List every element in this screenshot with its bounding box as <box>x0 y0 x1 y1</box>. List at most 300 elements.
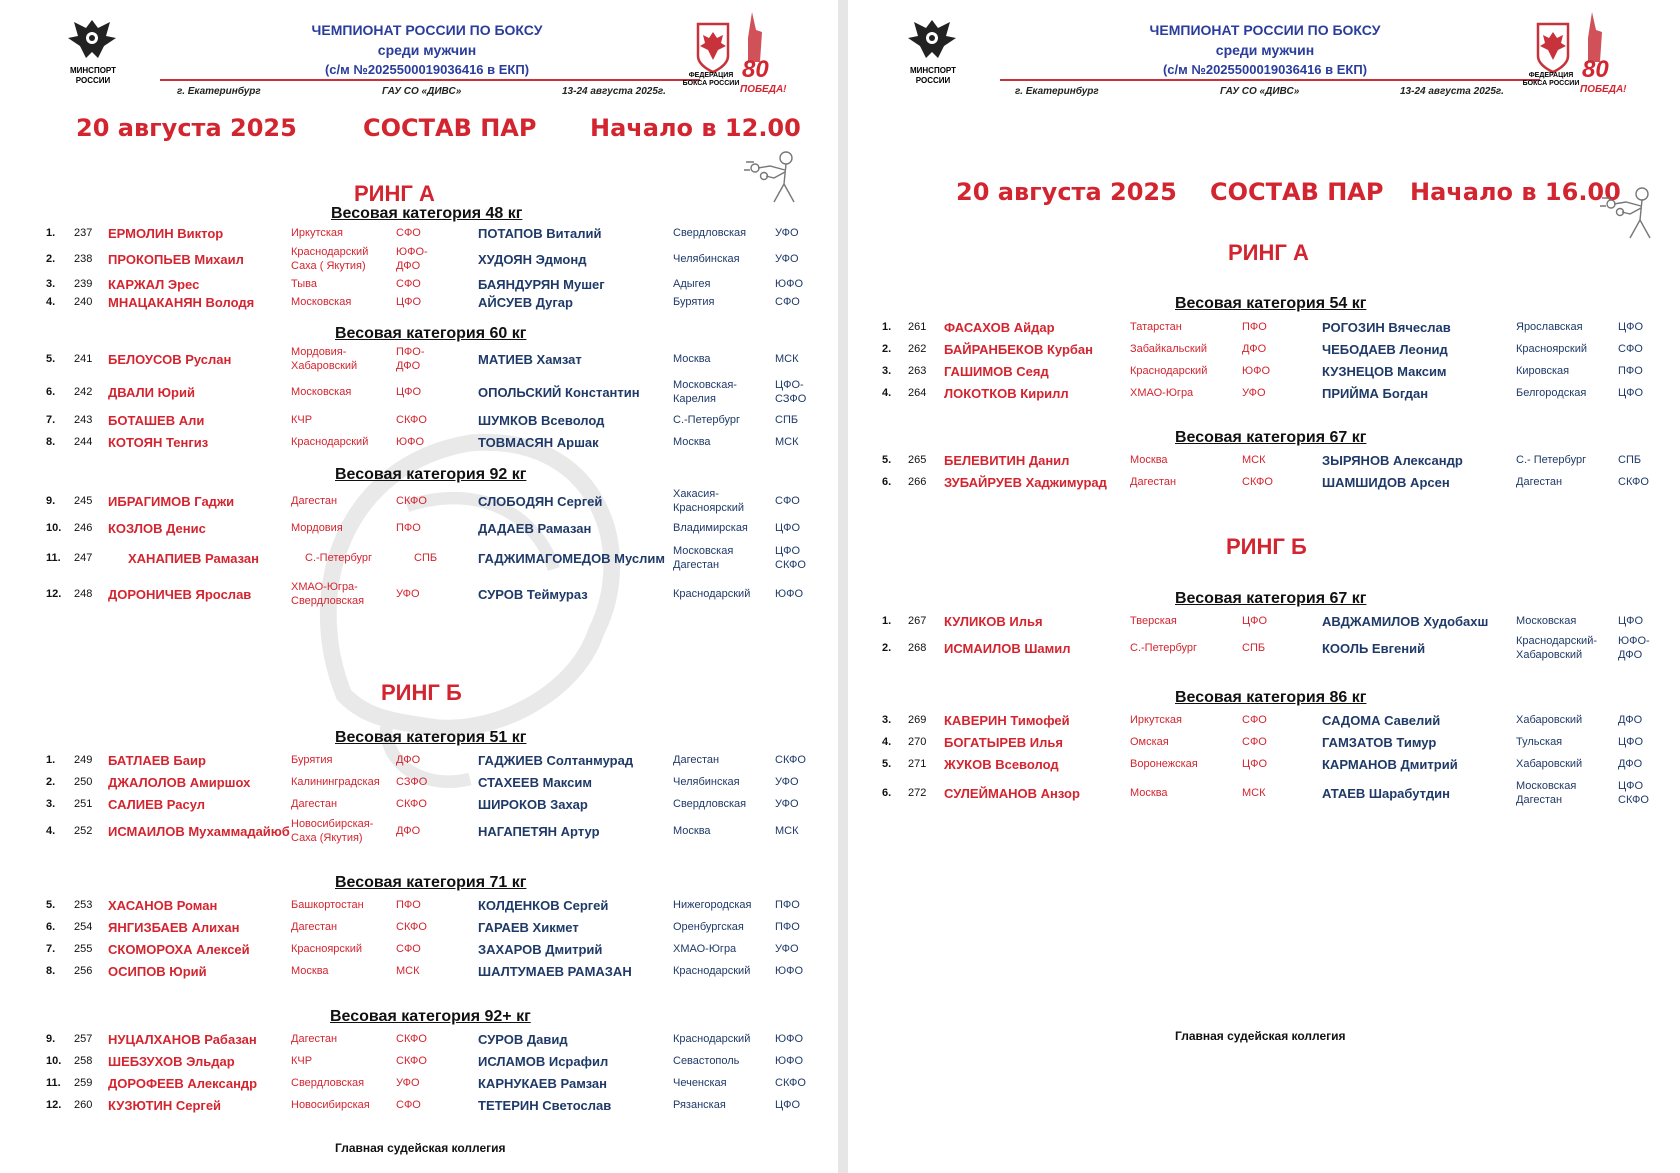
bout-row <box>848 473 1680 495</box>
red-corner-boxer: ДЖАЛОЛОВ Амиршох <box>108 775 251 790</box>
eagle-emblem-icon <box>904 14 960 64</box>
blue-corner-boxer: АЙСУЕВ Дугар <box>478 295 573 310</box>
red-corner-district: СКФО <box>396 1055 427 1067</box>
bout-id: 245 <box>74 495 93 507</box>
blue-corner-boxer: АТАЕВ Шарабутдин <box>1322 786 1450 801</box>
red-corner-boxer: ЕРМОЛИН Виктор <box>108 226 224 241</box>
schedule-sheet-right <box>848 0 1680 1173</box>
bout-row <box>0 818 838 844</box>
bout-row <box>0 519 838 541</box>
blue-corner-boxer: СТАХЕЕВ Максим <box>478 775 592 790</box>
session-start: Начало в 12.00 <box>590 114 801 142</box>
bout-row <box>848 755 1680 777</box>
blue-corner-region: Краснодарский <box>673 588 751 600</box>
weight-category-heading: Весовая категория 71 кг <box>335 874 527 891</box>
red-corner-district: ЮФО- ДФО <box>396 246 428 272</box>
red-corner-region: Новосибирская- Саха (Якутия) <box>291 818 374 844</box>
bout-id: 269 <box>908 714 927 726</box>
weight-category-heading: Весовая категория 48 кг <box>331 205 523 222</box>
red-corner-district: СЗФО <box>396 776 428 788</box>
schedule-sheet-left <box>0 0 838 1173</box>
red-corner-district: ПФО <box>396 899 421 911</box>
red-corner-region: Москва <box>291 965 329 977</box>
bout-id: 248 <box>74 588 93 600</box>
blue-corner-district: ЦФО- СЗФО <box>775 379 807 405</box>
red-corner-boxer: БЕЛЕВИТИН Данил <box>944 453 1070 468</box>
bout-row <box>0 411 838 433</box>
bout-number: 1. <box>46 754 56 766</box>
blue-corner-boxer: ГАДЖИЕВ Солтанмурад <box>478 753 634 768</box>
bout-number: 3. <box>882 714 892 726</box>
blue-corner-region: Челябинская <box>673 776 740 788</box>
red-corner-region: Свердловская <box>291 1077 365 1089</box>
red-corner-district: ДФО <box>1242 343 1267 355</box>
blue-corner-district: ЦФО <box>1618 615 1644 627</box>
city-label: г. Екатеринбург <box>177 86 261 97</box>
bout-id: 271 <box>908 758 927 770</box>
bout-id: 238 <box>74 253 93 265</box>
bout-id: 262 <box>908 343 927 355</box>
blue-corner-boxer: САДОМА Савелий <box>1322 713 1441 728</box>
red-corner-boxer: СУЛЕЙМАНОВ Анзор <box>944 786 1080 801</box>
bout-row <box>0 773 838 795</box>
red-corner-boxer: ШЕБЗУХОВ Эльдар <box>108 1054 235 1069</box>
red-corner-region: Тыва <box>291 278 317 290</box>
bout-number: 4. <box>46 825 56 837</box>
bout-number: 6. <box>46 921 56 933</box>
weight-category-heading: Весовая категория 92+ кг <box>330 1008 531 1025</box>
bout-number: 9. <box>46 1033 56 1045</box>
red-corner-region: КЧР <box>291 414 313 426</box>
judges-panel-signature: Главная судейская коллегия <box>1175 1029 1346 1043</box>
blue-corner-district: ЦФО СКФО <box>1618 780 1649 806</box>
bout-number: 2. <box>882 343 892 355</box>
bout-row <box>0 1052 838 1074</box>
red-corner-region: Омская <box>1130 736 1169 748</box>
bout-row <box>0 751 838 773</box>
bout-number: 12. <box>46 1099 62 1111</box>
bout-row <box>0 581 838 607</box>
red-corner-district: СФО <box>396 1099 421 1111</box>
ministry-label: МИНСПОРТ РОССИИ <box>909 66 957 85</box>
bout-number: 5. <box>882 758 892 770</box>
blue-corner-region: Красноярский <box>1516 343 1588 355</box>
red-corner-boxer: ГАШИМОВ Сеяд <box>944 364 1049 379</box>
red-corner-boxer: ЯНГИЗБАЕВ Алихан <box>108 920 240 935</box>
blue-corner-district: ДФО <box>1618 714 1643 726</box>
red-corner-boxer: НУЦАЛХАНОВ Рабазан <box>108 1032 257 1047</box>
bout-row <box>848 733 1680 755</box>
red-corner-region: Краснодарский <box>291 436 369 448</box>
session-date: 20 августа 2025 <box>76 114 297 142</box>
bout-id: 265 <box>908 454 927 466</box>
victory-word: ПОБЕДА! <box>1580 84 1627 95</box>
blue-corner-district: СКФО <box>775 754 806 766</box>
blue-corner-district: СПБ <box>1618 454 1642 466</box>
bout-number: 11. <box>46 552 61 564</box>
bout-row <box>0 918 838 940</box>
blue-corner-boxer: ЧЕБОДАЕВ Леонид <box>1322 342 1448 357</box>
blue-corner-district: ЮФО <box>775 278 804 290</box>
red-corner-boxer: ФАСАХОВ Айдар <box>944 320 1055 335</box>
bout-row <box>0 896 838 918</box>
bout-row <box>0 1074 838 1096</box>
blue-corner-region: Адыгея <box>673 278 711 290</box>
red-corner-district: ЦФО <box>1242 615 1268 627</box>
red-corner-district: ЦФО <box>396 296 422 308</box>
red-corner-district: МСК <box>1242 454 1266 466</box>
blue-corner-region: Краснодарский- Хабаровский <box>1516 635 1598 661</box>
red-corner-boxer: КАВЕРИН Тимофей <box>944 713 1070 728</box>
blue-corner-district: ЮФО <box>775 965 804 977</box>
red-corner-district: СФО <box>396 227 421 239</box>
blue-corner-region: Свердловская <box>673 798 747 810</box>
victory-number: 80 <box>1582 56 1609 83</box>
bout-id: 246 <box>74 522 93 534</box>
blue-corner-district: УФО <box>775 776 799 788</box>
red-corner-boxer: ЖУКОВ Всеволод <box>944 757 1059 772</box>
red-corner-region: ХМАО-Югра- Свердловская <box>291 581 365 607</box>
blue-corner-region: Москва <box>673 353 711 365</box>
red-corner-boxer: ЗУБАЙРУЕВ Хаджимурад <box>944 475 1107 490</box>
bout-number: 6. <box>46 386 56 398</box>
dates-label: 13-24 августа 2025г. <box>1400 86 1504 97</box>
blue-corner-district: ЮФО <box>775 1055 804 1067</box>
session-title: СОСТАВ ПАР <box>363 114 537 142</box>
blue-corner-district: МСК <box>775 436 799 448</box>
session-start: Начало в 16.00 <box>1410 178 1621 206</box>
red-corner-boxer: КОТОЯН Тенгиз <box>108 435 209 450</box>
red-corner-boxer: СКОМОРОХА Алексей <box>108 942 250 957</box>
bout-id: 242 <box>74 386 93 398</box>
blue-corner-region: Краснодарский <box>673 965 751 977</box>
red-corner-region: Воронежская <box>1130 758 1198 770</box>
blue-corner-district: ПФО <box>775 899 800 911</box>
bout-number: 11. <box>46 1077 61 1089</box>
blue-corner-district: ЦФО СКФО <box>775 545 806 571</box>
red-corner-district: ПФО <box>396 522 421 534</box>
red-corner-district: СКФО <box>396 495 427 507</box>
blue-corner-boxer: ТОВМАСЯН Аршак <box>478 435 599 450</box>
red-corner-boxer: БАЙРАНБЕКОВ Курбан <box>944 342 1093 357</box>
federation-label: ФЕДЕРАЦИЯ БОКСА РОССИИ <box>1522 72 1580 87</box>
ring-title-a: РИНГ А <box>1228 240 1309 265</box>
bout-row <box>0 346 838 372</box>
bout-row <box>848 635 1680 661</box>
red-corner-boxer: БЕЛОУСОВ Руслан <box>108 352 232 367</box>
blue-corner-region: Хабаровский <box>1516 714 1583 726</box>
bout-id: 253 <box>74 899 93 911</box>
red-corner-boxer: ИСМАИЛОВ Шамил <box>944 641 1071 656</box>
bout-id: 267 <box>908 615 927 627</box>
blue-corner-boxer: ШАЛТУМАЕВ РАМАЗАН <box>478 964 632 979</box>
bout-number: 3. <box>46 278 56 290</box>
header-divider <box>160 79 700 81</box>
red-corner-district: МСК <box>396 965 420 977</box>
bout-row <box>0 545 838 571</box>
red-corner-region: Башкортостан <box>291 899 364 911</box>
bout-number: 5. <box>882 454 892 466</box>
blue-corner-district: СФО <box>775 296 800 308</box>
red-corner-district: СФО <box>1242 714 1267 726</box>
blue-corner-district: СКФО <box>775 1077 806 1089</box>
bout-row <box>848 780 1680 806</box>
red-corner-boxer: ЛОКОТКОВ Кирилл <box>944 386 1069 401</box>
red-corner-district: ЦФО <box>1242 758 1268 770</box>
bout-row <box>0 433 838 455</box>
red-corner-region: Мордовия <box>291 522 343 534</box>
bout-number: 4. <box>882 387 892 399</box>
red-corner-boxer: ИСМАИЛОВ Мухаммадайюб <box>108 824 290 839</box>
bout-number: 10. <box>46 522 62 534</box>
red-corner-region: С.-Петербург <box>1130 642 1198 654</box>
bout-row <box>0 795 838 817</box>
blue-corner-boxer: ТЕТЕРИН Светослав <box>478 1098 612 1113</box>
blue-corner-boxer: ДАДАЕВ Рамазан <box>478 521 592 536</box>
blue-corner-region: Челябинская <box>673 253 740 265</box>
red-corner-region: Калининградская <box>291 776 380 788</box>
blue-corner-district: УФО <box>775 798 799 810</box>
venue-label: ГАУ СО «ДИВС» <box>382 86 462 97</box>
blue-corner-boxer: ШАМШИДОВ Арсен <box>1322 475 1450 490</box>
blue-corner-region: Дагестан <box>1516 476 1563 488</box>
federation-label: ФЕДЕРАЦИЯ БОКСА РОССИИ <box>682 72 740 87</box>
blue-corner-region: Краснодарский <box>673 1033 751 1045</box>
bout-id: 243 <box>74 414 93 426</box>
blue-corner-region: Кировская <box>1516 365 1570 377</box>
blue-corner-region: Москва <box>673 436 711 448</box>
boxer-sketch-icon <box>1600 184 1664 245</box>
blue-corner-boxer: ПРИЙМА Богдан <box>1322 386 1429 401</box>
red-corner-district: СФО <box>1242 736 1267 748</box>
blue-corner-district: ЦФО <box>775 522 801 534</box>
red-corner-district: СКФО <box>396 414 427 426</box>
red-corner-district: ДФО <box>396 825 421 837</box>
bout-id: 270 <box>908 736 927 748</box>
bout-number: 1. <box>882 615 892 627</box>
bout-id: 272 <box>908 787 927 799</box>
red-corner-district: УФО <box>396 588 420 600</box>
bout-row <box>848 451 1680 473</box>
red-corner-region: Москва <box>1130 454 1168 466</box>
blue-corner-region: Хакасия- Красноярский <box>673 488 745 514</box>
red-corner-region: Иркутская <box>291 227 344 239</box>
blue-corner-boxer: ХУДОЯН Эдмонд <box>478 252 587 267</box>
blue-corner-district: ЮФО- ДФО <box>1618 635 1650 661</box>
bout-number: 2. <box>46 776 56 788</box>
blue-corner-district: ПФО <box>1618 365 1643 377</box>
blue-corner-boxer: АВДЖАМИЛОВ Худобахш <box>1322 614 1489 629</box>
blue-corner-boxer: КООЛЬ Евгений <box>1322 641 1426 656</box>
red-corner-region: Тверская <box>1130 615 1177 627</box>
weight-category-heading: Весовая категория 60 кг <box>335 325 527 342</box>
blue-corner-boxer: ШИРОКОВ Захар <box>478 797 588 812</box>
blue-corner-boxer: РОГОЗИН Вячеслав <box>1322 320 1451 335</box>
red-corner-region: Иркутская <box>1130 714 1183 726</box>
red-corner-region: С.-Петербург <box>305 552 373 564</box>
bout-id: 259 <box>74 1077 93 1089</box>
judges-panel-signature: Главная судейская коллегия <box>335 1141 506 1155</box>
weight-category-heading: Весовая категория 54 кг <box>1175 295 1367 312</box>
red-corner-region: Бурятия <box>291 754 333 766</box>
red-corner-district: УФО <box>1242 387 1266 399</box>
red-corner-district: ПФО- ДФО <box>396 346 425 372</box>
blue-corner-district: УФО <box>775 227 799 239</box>
red-corner-district: СКФО <box>396 1033 427 1045</box>
ring-title-b: РИНГ Б <box>381 680 462 705</box>
red-corner-boxer: ДОРОНИЧЕВ Ярослав <box>108 587 252 602</box>
red-corner-district: СФО <box>396 278 421 290</box>
blue-corner-region: Московская Дагестан <box>673 545 734 571</box>
bout-number: 9. <box>46 495 56 507</box>
bout-row <box>848 384 1680 406</box>
bout-number: 1. <box>46 227 56 239</box>
red-corner-boxer: КУЛИКОВ Илья <box>944 614 1043 629</box>
blue-corner-region: С.- Петербург <box>1516 454 1587 466</box>
session-date: 20 августа 2025 <box>956 178 1177 206</box>
championship-name: ЧЕМПИОНАТ РОССИИ ПО БОКСУ <box>311 22 543 38</box>
red-corner-boxer: ДВАЛИ Юрий <box>108 385 195 400</box>
red-corner-region: Дагестан <box>1130 476 1177 488</box>
blue-corner-boxer: КАРНУКАЕВ Рамзан <box>478 1076 608 1091</box>
red-corner-boxer: МНАЦАКАНЯН Володя <box>108 295 255 310</box>
blue-corner-boxer: НАГАПЕТЯН Артур <box>478 824 600 839</box>
blue-corner-region: Московская Дагестан <box>1516 780 1577 806</box>
red-corner-region: Дагестан <box>291 798 338 810</box>
red-corner-boxer: КУЗЮТИН Сергей <box>108 1098 222 1113</box>
red-corner-district: ПФО <box>1242 321 1267 333</box>
bout-number: 5. <box>46 353 56 365</box>
blue-corner-region: Севастополь <box>673 1055 740 1067</box>
blue-corner-district: СФО <box>1618 343 1643 355</box>
red-corner-region: ХМАО-Югра <box>1130 387 1194 399</box>
red-corner-region: Москва <box>1130 787 1168 799</box>
red-corner-district: СКФО <box>1242 476 1273 488</box>
blue-corner-region: Нижегородская <box>673 899 752 911</box>
bout-id: 256 <box>74 965 93 977</box>
bout-row <box>0 1096 838 1118</box>
bout-number: 2. <box>46 253 56 265</box>
red-corner-region: Дагестан <box>291 495 338 507</box>
red-corner-boxer: БАТЛАЕВ Баир <box>108 753 206 768</box>
championship-registry: (с/м №2025500019036416 в ЕКП) <box>324 62 530 77</box>
blue-corner-boxer: КУЗНЕЦОВ Максим <box>1322 364 1447 379</box>
red-corner-region: Дагестан <box>291 921 338 933</box>
blue-corner-region: ХМАО-Югра <box>673 943 737 955</box>
bout-number: 7. <box>46 414 56 426</box>
bout-id: 260 <box>74 1099 93 1111</box>
weight-category-heading: Весовая категория 67 кг <box>1175 590 1367 607</box>
red-corner-district: СКФО <box>396 921 427 933</box>
bout-row <box>0 962 838 984</box>
weight-category-heading: Весовая категория 86 кг <box>1175 689 1367 706</box>
red-corner-region: Татарстан <box>1130 321 1182 333</box>
bout-id: 266 <box>908 476 927 488</box>
championship-title <box>207 20 647 80</box>
blue-corner-district: ПФО <box>775 921 800 933</box>
blue-corner-boxer: ЗЫРЯНОВ Александр <box>1322 453 1463 468</box>
bout-number: 8. <box>46 965 56 977</box>
bout-number: 8. <box>46 436 56 448</box>
bout-number: 6. <box>882 787 892 799</box>
bout-row <box>0 224 838 246</box>
blue-corner-boxer: ГАДЖИМАГОМЕДОВ Муслим <box>478 551 666 566</box>
session-title: СОСТАВ ПАР <box>1210 178 1384 206</box>
bout-number: 3. <box>46 798 56 810</box>
blue-corner-boxer: МАТИЕВ Хамзат <box>478 352 582 367</box>
red-corner-region: Красноярский <box>291 943 363 955</box>
blue-corner-region: Рязанская <box>673 1099 726 1111</box>
red-corner-boxer: БОГАТЫРЕВ Илья <box>944 735 1063 750</box>
blue-corner-region: Оренбургская <box>673 921 744 933</box>
bout-id: 240 <box>74 296 93 308</box>
blue-corner-boxer: ГАМЗАТОВ Тимур <box>1322 735 1437 750</box>
bout-row <box>0 940 838 962</box>
bout-id: 263 <box>908 365 927 377</box>
blue-corner-boxer: СУРОВ Теймураз <box>478 587 588 602</box>
blue-corner-district: МСК <box>775 353 799 365</box>
blue-corner-boxer: ИСЛАМОВ Исрафил <box>478 1054 609 1069</box>
bout-number: 3. <box>882 365 892 377</box>
bout-number: 1. <box>882 321 892 333</box>
red-corner-district: СПБ <box>414 552 438 564</box>
blue-corner-region: Белгородская <box>1516 387 1587 399</box>
bout-number: 4. <box>882 736 892 748</box>
bout-row <box>848 711 1680 733</box>
red-corner-region: Дагестан <box>291 1033 338 1045</box>
bout-id: 254 <box>74 921 93 933</box>
bout-id: 241 <box>74 353 93 365</box>
blue-corner-boxer: СУРОВ Давид <box>478 1032 568 1047</box>
bout-id: 268 <box>908 642 927 654</box>
header-divider <box>1000 79 1540 81</box>
blue-corner-boxer: ПОТАПОВ Виталий <box>478 226 602 241</box>
venue-label: ГАУ СО «ДИВС» <box>1220 86 1300 97</box>
bout-id: 252 <box>74 825 93 837</box>
weight-category-heading: Весовая категория 92 кг <box>335 466 527 483</box>
bout-id: 261 <box>908 321 927 333</box>
ring-title-a: РИНГ А <box>354 181 435 206</box>
bout-row <box>0 293 838 315</box>
blue-corner-region: Бурятия <box>673 296 715 308</box>
bout-id: 250 <box>74 776 93 788</box>
red-corner-district: ЮФО <box>1242 365 1271 377</box>
red-corner-region: Мордовия- Хабаровский <box>291 346 358 372</box>
bout-id: 239 <box>74 278 93 290</box>
victory-word: ПОБЕДА! <box>740 84 787 95</box>
red-corner-region: КЧР <box>291 1055 313 1067</box>
red-corner-district: УФО <box>396 1077 420 1089</box>
championship-title <box>1045 20 1485 80</box>
blue-corner-boxer: ГАРАЕВ Хикмет <box>478 920 579 935</box>
red-corner-district: ЮФО <box>396 436 425 448</box>
bout-number: 4. <box>46 296 56 308</box>
red-corner-boxer: КОЗЛОВ Денис <box>108 521 206 536</box>
blue-corner-region: Московская <box>1516 615 1577 627</box>
blue-corner-region: Хабаровский <box>1516 758 1583 770</box>
red-corner-district: ДФО <box>396 754 421 766</box>
bout-row <box>848 362 1680 384</box>
bout-id: 258 <box>74 1055 93 1067</box>
blue-corner-district: МСК <box>775 825 799 837</box>
blue-corner-boxer: ШУМКОВ Всеволод <box>478 413 605 428</box>
red-corner-boxer: ХАНАПИЕВ Рамазан <box>128 551 259 566</box>
red-corner-boxer: ПРОКОПЬЕВ Михаил <box>108 252 244 267</box>
championship-name: ЧЕМПИОНАТ РОССИИ ПО БОКСУ <box>1149 22 1381 38</box>
blue-corner-region: Владимирская <box>673 522 748 534</box>
blue-corner-district: ЦФО <box>1618 321 1644 333</box>
red-corner-boxer: ДОРОФЕЕВ Александр <box>108 1076 258 1091</box>
